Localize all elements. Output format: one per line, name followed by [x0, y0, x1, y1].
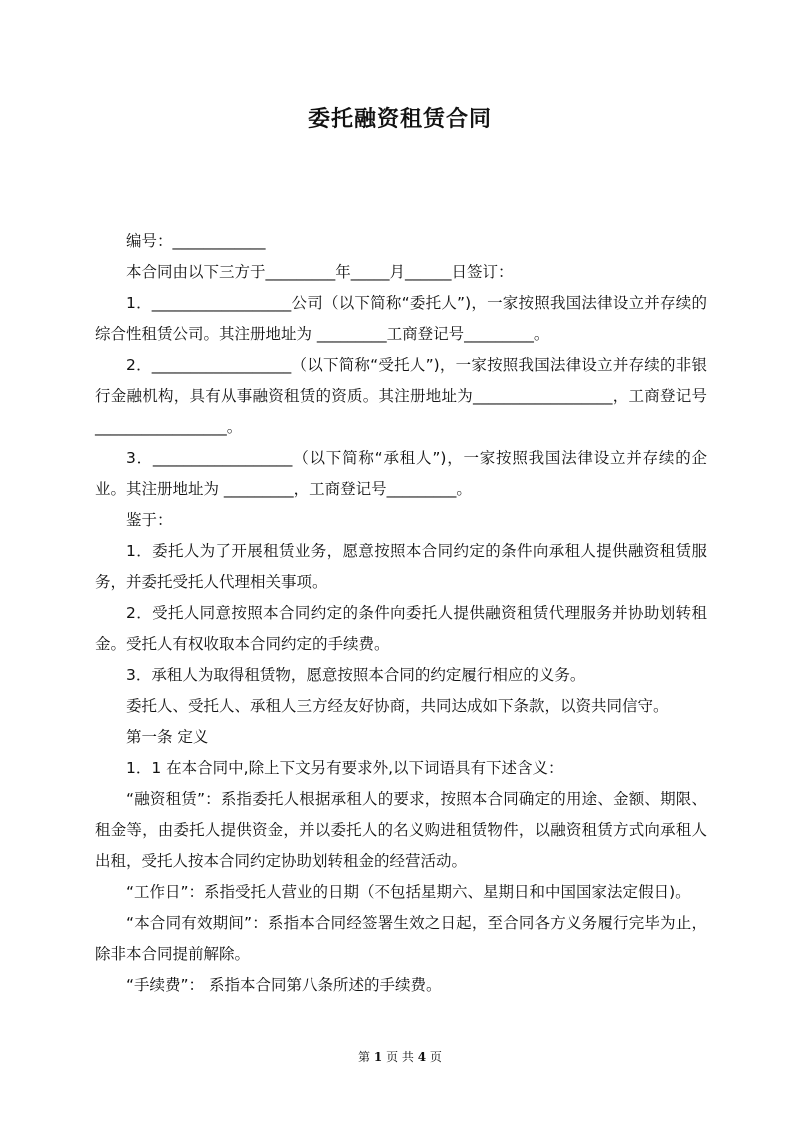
paragraph-signing-date: 本合同由以下三方于_________年_____月______日签订：	[126, 263, 514, 281]
paragraph-whereas-1: 1．委托人为了开展租赁业务，愿意按照本合同约定的条件向承租人提供融资租赁服务，并委托受托人代理相关事项。	[95, 542, 707, 591]
footer-prefix: 第	[358, 1050, 371, 1064]
document-title: 委托融资租赁合同	[307, 107, 492, 132]
current-page-number: 1	[373, 1050, 383, 1064]
document-body	[95, 226, 707, 1001]
definition-financial-leasing: “融资租赁”：系指委托人根据承租人的要求，按照本合同确定的用途、金额、期限、租金等，由委托人提供资金，并以委托人的名义购进租赁物件，以融资租赁方式向承租人出租，受托人按本合同约定协助划转租金的经营活动。	[95, 790, 707, 870]
definition-handling-fee: “手续费”： 系指本合同第八条所述的手续费。	[126, 976, 442, 994]
footer-middle: 页 共	[386, 1050, 414, 1064]
paragraph-agreement: 委托人、受托人、承租人三方经友好协商，共同达成如下条款，以资共同信守。	[126, 697, 669, 715]
definition-validity-period: “本合同有效期间”：系指本合同经签署生效之日起，至合同各方义务履行完毕为止，除非本合同提前解除。	[95, 914, 707, 963]
definition-working-day: “工作日”：系指受托人营业的日期（不包括星期六、星期日和中国国家法定假日)。	[126, 883, 691, 901]
paragraph-party-1: 1．__________________公司（以下简称“委托人”)，一家按照我国法律设立并存续的综合性租赁公司。其注册地址为 _________工商登记号_________。	[95, 294, 707, 343]
page-footer	[0, 1048, 800, 1065]
total-page-number: 4	[417, 1050, 427, 1064]
paragraph-party-3: 3．__________________（以下简称“承租人”)，一家按照我国法律设立并存续的企业。其注册地址为 _________，工商登记号_________。	[95, 449, 707, 498]
paragraph-party-2: 2．__________________（以下简称“受托人”)，一家按照我国法律设立并存续的非银行金融机构，具有从事融资租赁的资质。其注册地址为__________________，工商登记号_________________。	[95, 356, 707, 436]
paragraph-contract-number: 编号：____________	[126, 232, 266, 250]
footer-suffix: 页	[429, 1050, 442, 1064]
article-1-heading: 第一条 定义	[126, 728, 209, 746]
paragraph-whereas-2: 2．受托人同意按照本合同约定的条件向委托人提供融资租赁代理服务并协助划转租金。受托人有权收取本合同约定的手续费。	[95, 604, 707, 653]
clause-1-1: 1．1 在本合同中,除上下文另有要求外,以下词语具有下述含义：	[126, 759, 564, 777]
paragraph-whereas: 鉴于：	[126, 511, 173, 529]
paragraph-whereas-3: 3．承租人为取得租赁物，愿意按照本合同的约定履行相应的义务。	[126, 666, 586, 684]
